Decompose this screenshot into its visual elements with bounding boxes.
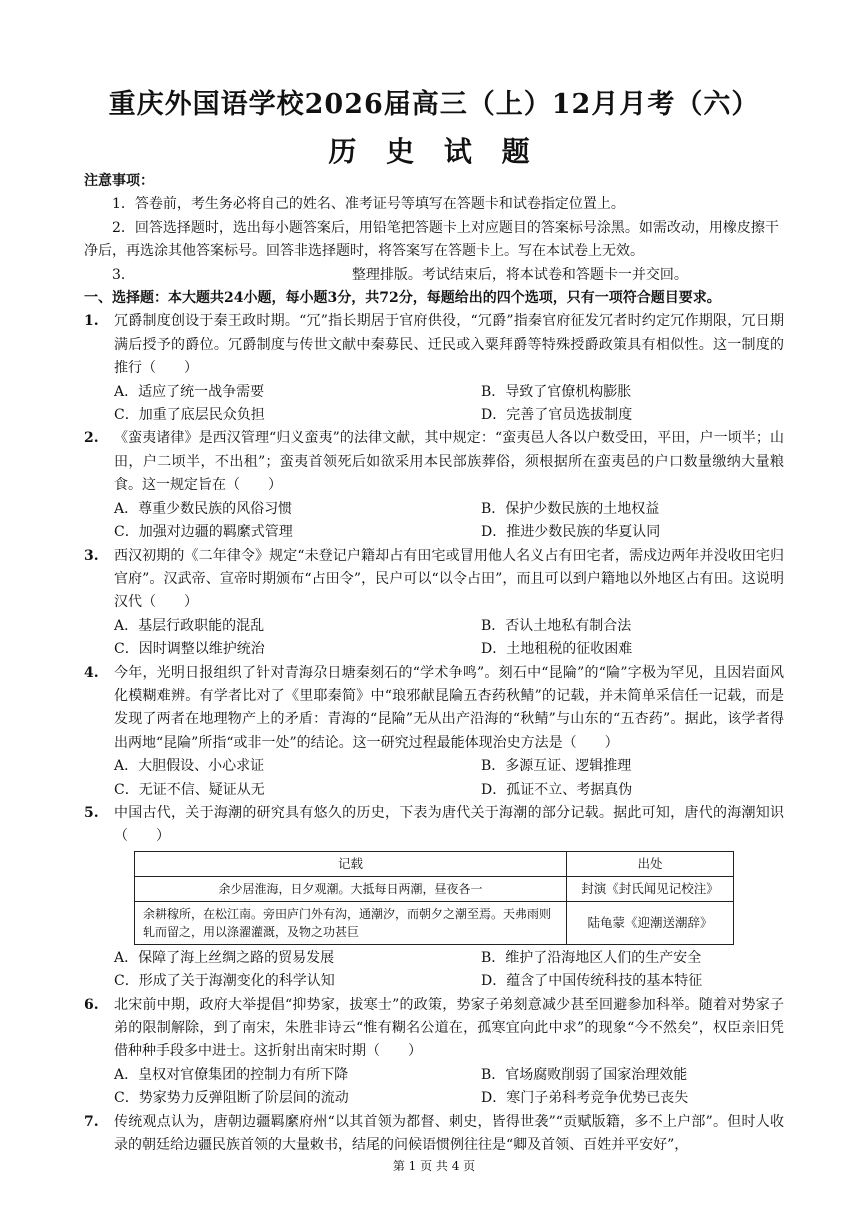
question-text: 冗爵制度创设于秦王政时期。“冗”指长期居于官府供役，“冗爵”指秦官府征发冗者时约定冗作期限，冗日期满后授予的爵位。冗爵制度与传世文献中秦募民、迁民或入粟拜爵等特殊授爵政策具有相似性。这一制度的推行（ ） <box>114 313 784 377</box>
page-number: 第 1 页 共 4 页 <box>392 1159 476 1173</box>
question-7 <box>84 1111 784 1158</box>
question-text: 中国古代，关于海潮的研究具有悠久的历史，下表为唐代关于海潮的部分记载。据此可知，唐代的海潮知识（ ） <box>114 804 784 845</box>
question-text: 北宋前中期，政府大举提倡“抑势家，拔寒士”的政策，势家子弟刻意减少甚至回避参加科举。随着对势家子弟的限制解除，到了南宋，朱胜非诗云“惟有糊名公道在，孤寒宜向此中求”的现象“今不然矣”，权臣亲旧凭借种种手段多中进士。这折射出南宋时期（ ） <box>114 996 784 1060</box>
exam-content <box>84 170 784 1157</box>
option-c: C．加强对边疆的羁縻式管理 <box>114 524 293 541</box>
question-number: 3. <box>84 547 99 564</box>
table-cell-record: 余少居淮海，日夕观潮。大抵每日两潮，昼夜各一 <box>135 876 567 901</box>
option-a: A．尊重少数民族的风俗习惯 <box>114 500 293 517</box>
option-a: A．基层行政职能的混乱 <box>114 617 265 634</box>
section-title: 一、选择题：本大题共24小题，每小题3分，共72分，每题给出的四个选项，只有一项符合题目要求。 <box>84 290 721 307</box>
option-c: C．加重了底层民众负担 <box>114 407 265 424</box>
question-number: 7. <box>84 1113 99 1130</box>
table-row <box>135 901 734 944</box>
option-d: D．完善了官员选拔制度 <box>481 407 633 424</box>
table-row <box>135 876 734 901</box>
question-number: 6. <box>84 996 99 1013</box>
option-b: B．多源互证、逻辑推理 <box>481 758 632 775</box>
question-number: 5. <box>84 804 99 821</box>
option-b: B．导致了官僚机构膨胀 <box>481 383 632 400</box>
question-4 <box>84 662 784 756</box>
question-3-options <box>84 615 784 662</box>
question-2-options <box>84 498 784 545</box>
table-header-source: 出处 <box>567 851 734 876</box>
question-number: 4. <box>84 664 99 681</box>
question-text: 西汉初期的《二年律令》规定“未登记户籍却占有田宅或冒用他人名义占有田宅者，需戍边两年并没收田宅归官府”。汉武帝、宣帝时期颁布“占田令”，民户可以“以令占田”，而且可以到户籍地以外地区占有田。这说明汉代（ ） <box>114 547 784 611</box>
option-a: A．适应了统一战争需要 <box>114 383 265 400</box>
option-d: D．蕴含了中国传统科技的基本特征 <box>481 973 703 990</box>
notice-title: 注意事项： <box>84 173 154 189</box>
question-3 <box>84 545 784 615</box>
option-d: D．寒门子弟科考竞争优势已丧失 <box>481 1090 689 1107</box>
question-5-options <box>84 947 784 994</box>
question-6-options <box>84 1064 784 1111</box>
option-c: C．势家势力反弹阻断了阶层间的流动 <box>114 1090 349 1107</box>
exam-subtitle: 历 史 试 题 <box>328 135 540 168</box>
question-1-options <box>84 381 784 428</box>
option-b: B．否认土地私有制合法 <box>481 617 632 634</box>
notice-item-2: 2．回答选择题时，选出每小题答案后，用铅笔把答题卡上对应题目的答案标号涂黑。如需改动，用橡皮擦干净后，再选涂其他答案标号。回答非选择题时，将答案写在答题卡上。写在本试卷上无效。 <box>84 219 779 260</box>
question-2 <box>84 427 784 497</box>
option-b: B．官场腐败削弱了国家治理效能 <box>481 1066 688 1083</box>
option-b: B．保护少数民族的土地权益 <box>481 500 660 517</box>
question-text: 传统观点认为，唐朝边疆羁縻府州“以其首领为都督、刺史，皆得世袭”“贡赋版籍，多不上户部”。但时人收录的朝廷给边疆民族首领的大量敕书，结尾的问候语惯例往往是“卿及首领、百姓并平安好”， <box>114 1113 784 1154</box>
notice-item-1: 1．答卷前，考生务必将自己的姓名、准考证号等填写在答题卡和试卷指定位置上。 <box>112 196 625 213</box>
table-header-row <box>135 851 734 876</box>
source-table <box>134 851 734 945</box>
option-d: D．孤证不立、考据真伪 <box>481 781 633 798</box>
table-header-record: 记载 <box>135 851 567 876</box>
table-cell-record: 余耕稼所，在松江南。旁田庐门外有沟，通潮汐，而朝夕之潮至焉。天弗雨则轧而留之，用以涤濯灌溉，及物之功甚巨 <box>135 901 567 944</box>
option-c: C．因时调整以维护统治 <box>114 641 265 658</box>
notice-item-3: 3． 整理排版。考试结束后，将本试卷和答题卡一并交回。 <box>112 266 688 283</box>
option-a: A．皇权对官僚集团的控制力有所下降 <box>114 1066 349 1083</box>
exam-title: 重庆外国语学校2026届高三（上）12月月考（六） <box>108 89 760 120</box>
question-5 <box>84 802 784 849</box>
option-d: D．土地租税的征收困难 <box>481 641 633 658</box>
option-a: A．保障了海上丝绸之路的贸易发展 <box>114 949 335 966</box>
option-b: B．维护了沿海地区人们的生产安全 <box>481 949 702 966</box>
question-number: 1. <box>84 313 99 330</box>
option-a: A．大胆假设、小心求证 <box>114 758 265 775</box>
option-d: D．推进少数民族的华夏认同 <box>481 524 661 541</box>
question-text: 今年，光明日报组织了针对青海尕日塘秦刻石的“学术争鸣”。刻石中“昆陯”的“陯”字极为罕见，且因岩面风化模糊难辨。有学者比对了《里耶秦简》中“琅邪献昆陯五杏药秋鲭”的记载，并未简单采信任一记载，而是发现了两者在地理物产上的矛盾：青海的“昆陯”无从出产沿海的“秋鲭”与山东的“五杏药”。据此，该学者得出两地“昆陯”所指“或非一处”的结论。这一研究过程最能体现治史方法是（ ） <box>114 664 784 751</box>
question-4-options <box>84 755 784 802</box>
question-1 <box>84 310 784 380</box>
question-text: 《蛮夷诸律》是西汉管理“归义蛮夷”的法律文献，其中规定：“蛮夷邑人各以户数受田，平田，户一顷半；山田，户二顷半，不出租”；蛮夷首领死后如欲采用本民部族葬俗，须根据所在蛮夷邑的户口数量缴纳大量粮食。这一规定旨在（ ） <box>114 430 784 494</box>
table-cell-source: 封演《封氏闻见记校注》 <box>567 876 734 901</box>
option-c: C．形成了关于海潮变化的科学认知 <box>114 973 335 990</box>
option-c: C．无证不信、疑证从无 <box>114 781 265 798</box>
question-number: 2. <box>84 430 99 447</box>
table-cell-source: 陆龟蒙《迎潮送潮辞》 <box>567 901 734 944</box>
question-6 <box>84 994 784 1064</box>
